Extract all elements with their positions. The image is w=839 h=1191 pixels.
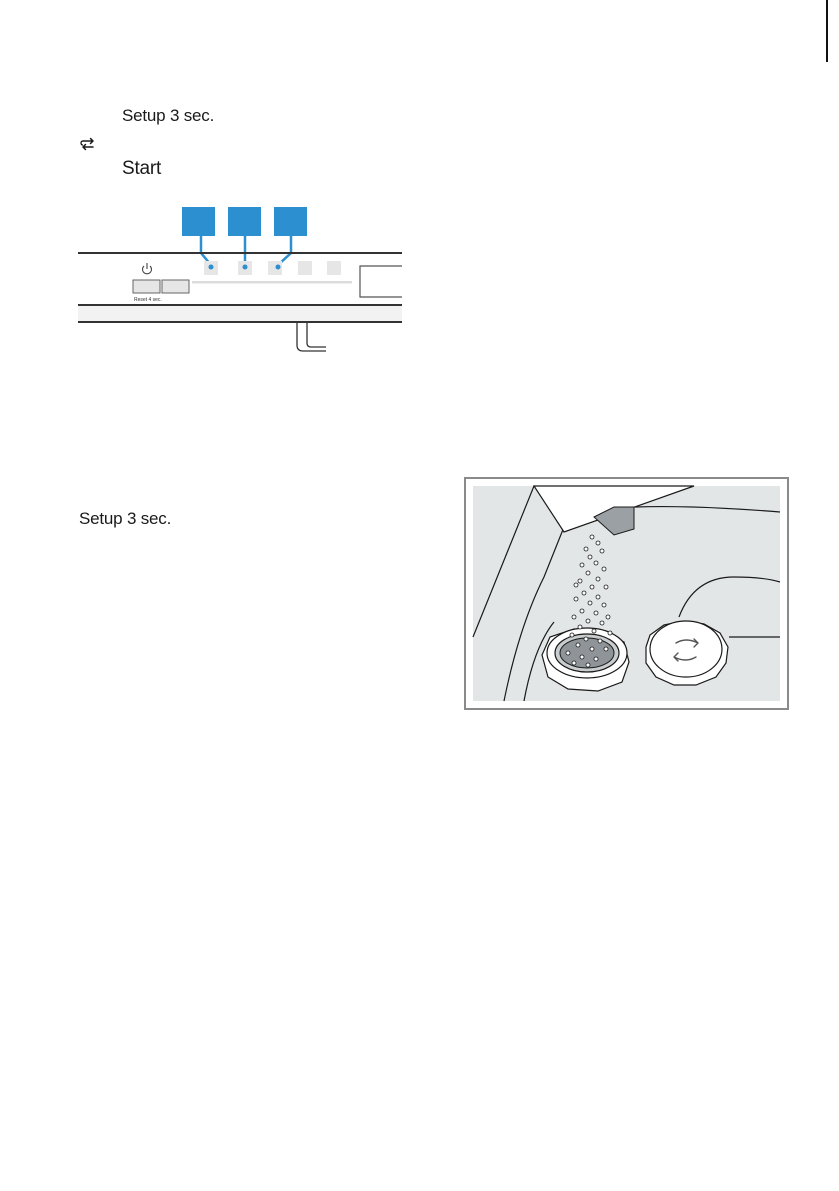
- reservoir-cap: [646, 621, 728, 685]
- reset-label: Reset 4 sec.: [134, 297, 162, 303]
- callout-box-3: [274, 207, 307, 236]
- setup-label: Setup 3 sec.: [122, 106, 215, 125]
- setup-label-2: Setup 3 sec.: [79, 509, 172, 528]
- callout-box-1: [182, 207, 215, 236]
- start-label: Start: [122, 158, 162, 179]
- page-edge-line: [826, 0, 828, 62]
- callout-box-2: [228, 207, 261, 236]
- power-icon: [143, 263, 152, 274]
- salt-regeneration-icon: [79, 135, 97, 153]
- salt-filling-illustration: [464, 477, 789, 710]
- control-panel-illustration: [78, 205, 406, 355]
